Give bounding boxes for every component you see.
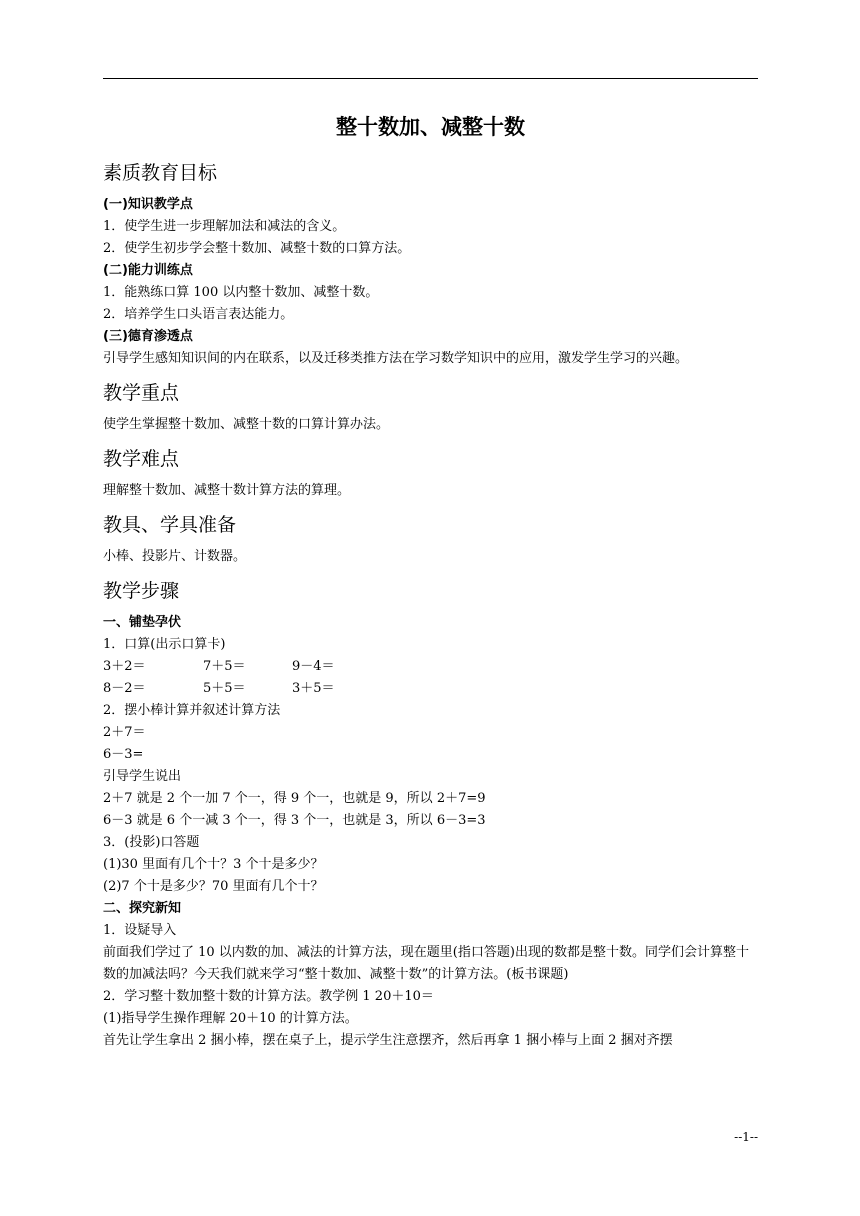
page-number: --1-- [734, 1130, 758, 1144]
equation: 5＋5＝ [203, 681, 246, 696]
subheading-moral: (三)德育渗透点 [103, 329, 193, 344]
section-heading-steps: 教学步骤 [103, 580, 180, 602]
paragraph: 2．培养学生口头语言表达能力。 [103, 307, 294, 322]
paragraph: 1．使学生进一步理解加法和减法的含义。 [103, 219, 346, 234]
equation: 8－2＝ [103, 681, 146, 696]
header-rule [103, 78, 758, 79]
paragraph: 6－3 就是 6 个一减 3 个一，得 3 个一，也就是 3，所以 6－3=3 [103, 813, 486, 828]
subheading-knowledge: (一)知识教学点 [103, 197, 193, 212]
subheading-part1: 一、铺垫孕伏 [103, 615, 182, 630]
subheading-part2: 二、探究新知 [103, 901, 182, 916]
equation: 3＋5＝ [292, 681, 335, 696]
paragraph: 1．口算(出示口算卡) [103, 637, 226, 652]
section-heading-tools: 教具、学具准备 [103, 514, 237, 536]
section-heading-goals: 素质教育目标 [103, 162, 218, 184]
page-title: 整十数加、减整十数 [336, 115, 525, 139]
paragraph: 使学生掌握整十数加、减整十数的口算计算办法。 [103, 417, 390, 432]
paragraph: 小棒、投影片、计数器。 [103, 549, 247, 564]
paragraph: 2．使学生初步学会整十数加、减整十数的口算方法。 [103, 241, 411, 256]
paragraph: 2＋7 就是 2 个一加 7 个一，得 9 个一，也就是 9，所以 2＋7=9 [103, 791, 486, 806]
section-heading-difficulty: 教学难点 [103, 448, 180, 470]
section-heading-key: 教学重点 [103, 382, 180, 404]
equation-row [103, 656, 758, 678]
equation: 9－4＝ [292, 659, 335, 674]
paragraph: 1．设疑导入 [103, 923, 177, 938]
paragraph: 2．摆小棒计算并叙述计算方法 [103, 703, 281, 718]
equation: 3＋2＝ [103, 659, 146, 674]
equation: 7＋5＝ [203, 659, 246, 674]
equation-row [103, 678, 758, 700]
paragraph: (1)30 里面有几个十？3 个十是多少？ [103, 857, 324, 872]
paragraph: 1．能熟练口算 100 以内整十数加、减整十数。 [103, 285, 379, 300]
paragraph: 引导学生说出 [103, 769, 182, 784]
paragraph: (1)指导学生操作理解 20＋10 的计算方法。 [103, 1011, 358, 1026]
paragraph: 理解整十数加、减整十数计算方法的算理。 [103, 483, 351, 498]
paragraph: 前面我们学过了 10 以内数的加、减法的计算方法，现在题里(指口答题)出现的数都是整十数。同学们会计算整十数的加减法吗？今天我们就来学习“整十数加、减整十数”的计算方法。(板书课题) [103, 945, 749, 982]
paragraph: 2．学习整十数加整十数的计算方法。教学例 1 20＋10＝ [103, 989, 434, 1004]
paragraph: 引导学生感知知识间的内在联系，以及迁移类推方法在学习数学知识中的应用，激发学生学习的兴趣。 [103, 351, 689, 366]
equation: 6－3= [103, 747, 144, 762]
subheading-ability: (二)能力训练点 [103, 263, 193, 278]
paragraph: (2)7 个十是多少？70 里面有几个十？ [103, 879, 324, 894]
paragraph: 首先让学生拿出 2 捆小棒，摆在桌子上，提示学生注意摆齐，然后再拿 1 捆小棒与上面 2 捆对齐摆 [103, 1033, 673, 1048]
paragraph: 3．(投影)口答题 [103, 835, 200, 850]
equation: 2＋7＝ [103, 725, 146, 740]
document-body [103, 110, 758, 1052]
